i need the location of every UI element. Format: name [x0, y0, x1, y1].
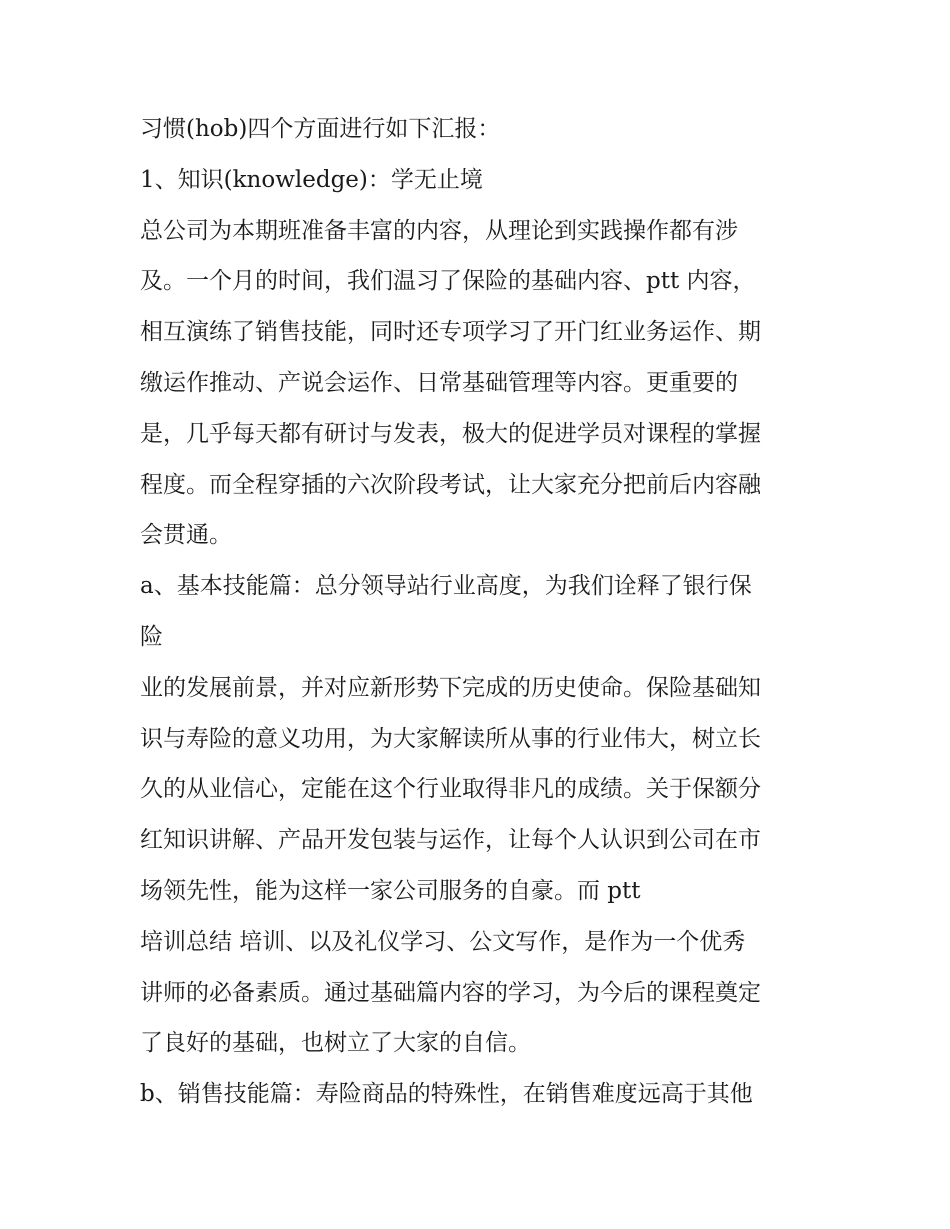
text-line: 会贯通。	[140, 522, 232, 549]
text-line: 业的发展前景，并对应新形势下完成的历史使命。保险基础知	[140, 674, 761, 701]
text-line: 是，几乎每天都有研讨与发表，极大的促进学员对课程的掌握	[140, 420, 761, 447]
text-line: 红知识讲解、产品开发包装与运作，让每个人认识到公司在市	[140, 827, 761, 854]
text-line: 久的从业信心，定能在这个行业取得非凡的成绩。关于保额分	[140, 776, 761, 803]
text-line: 及。一个月的时间，我们温习了保险的基础内容、ptt 内容，	[140, 268, 756, 295]
text-line: 讲师的必备素质。通过基础篇内容的学习，为今后的课程奠定	[140, 979, 761, 1006]
text-line: 培训总结 培训、以及礼仪学习、公文写作，是作为一个优秀	[140, 928, 746, 955]
subsection-heading-basic-skills: a、基本技能篇：总分领导站行业高度，为我们诠释了银行保	[140, 573, 752, 600]
document-body	[140, 104, 830, 1120]
text-line: 场领先性，能为这样一家公司服务的自豪。而 ptt	[140, 877, 641, 904]
text-line: 程度。而全程穿插的六次阶段考试，让大家充分把前后内容融	[140, 471, 761, 498]
section-heading-knowledge: 1、知识(knowledge)：学无止境	[140, 166, 483, 193]
text-line: 了良好的基础，也树立了大家的自信。	[140, 1030, 531, 1057]
text-line: 险	[140, 623, 163, 650]
text-line: 总公司为本期班准备丰富的内容，从理论到实践操作都有涉	[140, 217, 738, 244]
subsection-heading-sales-skills: b、销售技能篇：寿险商品的特殊性，在销售难度远高于其他	[140, 1081, 753, 1108]
text-line: 习惯(hob)四个方面进行如下汇报：	[140, 116, 501, 142]
text-line: 识与寿险的意义功用，为大家解读所从事的行业伟大，树立长	[140, 725, 761, 752]
text-line: 相互演练了销售技能，同时还专项学习了开门红业务运作、期	[140, 319, 761, 346]
text-line: 缴运作推动、产说会运作、日常基础管理等内容。更重要的	[140, 369, 738, 396]
